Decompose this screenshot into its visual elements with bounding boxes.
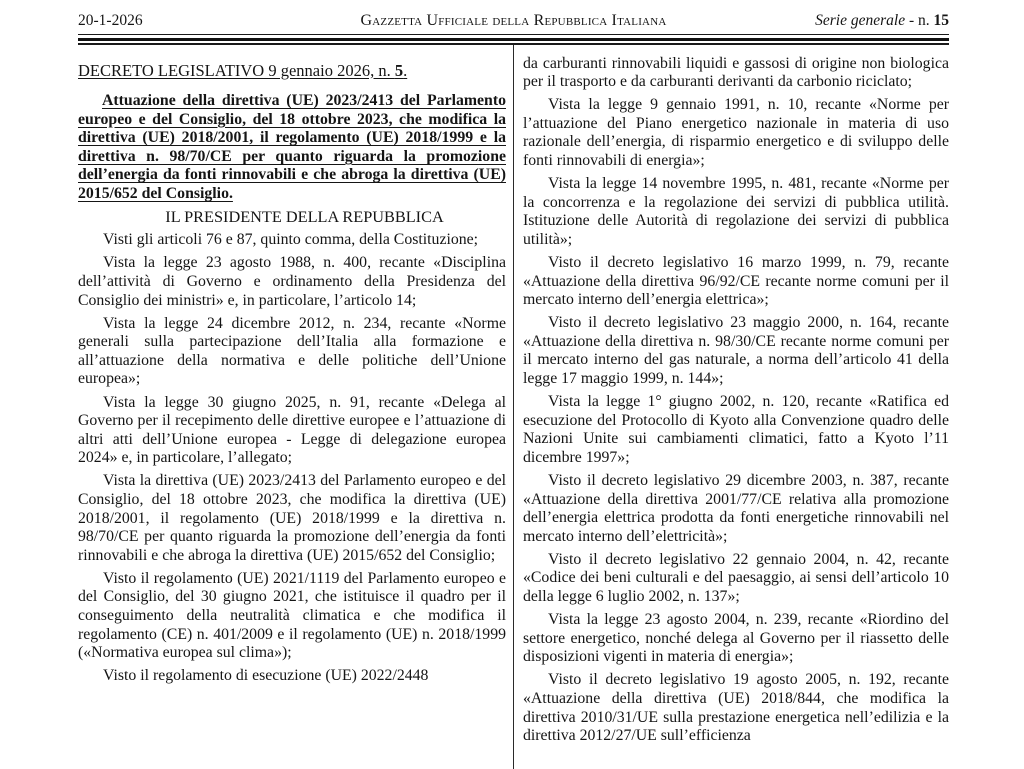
page-header (78, 12, 949, 30)
paragraph-regolamento-2022-2448-cut: Visto il regolamento di esecuzione (UE) 2022/2448 (103, 667, 429, 685)
paragraph-direttiva-2023-2413: Vista la direttiva (UE) 2023/2413 del Parlamento europeo e del Consiglio, del 18 ottobre 2023, che modifica la direttiva (UE) 2018/2001, il regolamento (UE) 2018/1999 e la direttiva n. 98/70/CE per quanto riguarda la promozione dell’energia da fonti rinnovabili e che abroga la direttiva (UE) 2015/652 del Consiglio; (78, 472, 506, 564)
left-column (78, 45, 514, 769)
paragraph-carburanti-continuation: da carburanti rinnovabili liquidi e gassosi di origine non biologica per il trasporto e da carburanti derivanti da carbonio riciclato; (523, 54, 949, 91)
header-rule-thick (78, 38, 949, 41)
paragraph-legge-2025-91: Vista la legge 30 giugno 2025, n. 91, recante «Delega al Governo per il recepimento delle direttive europee e l’attuazione di altri atti dell’Unione europea - Legge di delegazione europea 2024» e, in particolare, l’allegato; (78, 393, 506, 467)
paragraph-regolamento-2021-1119: Visto il regolamento (UE) 2021/1119 del Parlamento europeo e del Consiglio, del 30 giugno 2021, che istituisce il quadro per il conseguimento della neutralità climatica e che modifica il regolamento (CE) n. 401/2009 e il regolamento (UE) n. 2018/1999 («Normativa europea sul clima»); (78, 569, 506, 662)
header-date: 20-1-2026 (78, 12, 143, 29)
paragraph-legge-2002-120: Vista la legge 1° giugno 2002, n. 120, recante «Ratifica ed esecuzione del Protocollo di Kyoto alla Convenzione quadro delle Nazioni Unite sui cambiamenti climatici, fatto a Kyoto l’11 dicembre 1997»; (523, 393, 949, 466)
paragraph-visti-costituzione: Visti gli articoli 76 e 87, quinto comma, della Costituzione; (103, 231, 479, 249)
paragraph-dlgs-2005-192-cut: Visto il decreto legislativo 19 agosto 2005, n. 192, recante «Attuazione della direttiva (UE) 2018/844, che modifica la direttiva 2010/31/UE sulla prestazione energetica nell’edilizia e la direttiva 2012/27/UE sull’efficienza (523, 671, 949, 745)
masthead-title: Gazzetta Ufficiale della Repubblica Italiana (360, 12, 667, 29)
paragraph-legge-1991-10: Vista la legge 9 gennaio 1991, n. 10, recante «Norme per l’attuazione del Piano energetico nazionale in materia di uso razionale dell’energia, di risparmio energetico e di sviluppo delle fonti rinnovabili di energia»; (523, 96, 949, 169)
series-separator: - n. (905, 12, 934, 29)
paragraph-dlgs-2000-164: Visto il decreto legislativo 23 maggio 2000, n. 164, recante «Attuazione della direttiva n. 98/30/CE recante norme comuni per il mercato interno del gas naturale, a norma dell’articolo 41 della legge 17 maggio 1999, n. 144»; (523, 314, 949, 387)
paragraph-dlgs-2003-387: Visto il decreto legislativo 29 dicembre 2003, n. 387, recante «Attuazione della direttiva 2001/77/CE relativa alla promozione dell’energia elettrica prodotta da fonti energetiche rinnovabili nel mercato interno dell’elettricità»; (523, 471, 949, 545)
decree-heading (78, 62, 506, 81)
decree-heading-suffix: . (403, 60, 408, 80)
series-number: 15 (933, 12, 950, 29)
paragraph-legge-1988-400: Vista la legge 23 agosto 1988, n. 400, recante «Disciplina dell’attività di Governo e ordinamento della Presidenza del Consiglio dei ministri» e, in particolare, l’articolo 14; (78, 254, 506, 309)
series-info (666, 12, 949, 30)
right-column (514, 45, 949, 769)
paragraph-dlgs-1999-79: Visto il decreto legislativo 16 marzo 1999, n. 79, recante «Attuazione della direttiva 96/92/CE recante norme comuni per il mercato interno dell’energia elettrica»; (523, 253, 949, 309)
series-name: Serie generale (815, 12, 906, 29)
decree-heading-label: DECRETO LEGISLATIVO 9 gennaio 2026, n. (78, 60, 395, 80)
decree-abstract: Attuazione della direttiva (UE) 2023/2413 del Parlamento europeo e del Consiglio, del 18 ottobre 2023, che modifica la direttiva (UE) 2018/2001, il regolamento (UE) 2018/1999 e la direttiva n. 98/70/CE per quanto riguarda la promozione dell’energia da fonti rinnovabili e che abroga la direttiva (UE) 2015/652 del Consiglio. (78, 92, 506, 203)
two-column-body (78, 45, 949, 769)
paragraph-dlgs-2004-42: Visto il decreto legislativo 22 gennaio 2004, n. 42, recante «Codice dei beni culturali e del paesaggio, ai sensi dell’articolo 10 della legge 6 luglio 2002, n. 137»; (523, 550, 949, 606)
paragraph-legge-2004-239: Vista la legge 23 agosto 2004, n. 239, recante «Riordino del settore energetico, nonché delega al Governo per il riassetto delle disposizioni vigenti in materia di energia»; (523, 611, 949, 666)
paragraph-legge-2012-234: Vista la legge 24 dicembre 2012, n. 234, recante «Norme generali sulla partecipazione dell’Italia alla formazione e all’attuazione della normativa e delle politiche dell’Unione europea»; (78, 314, 506, 388)
header-rule-thin (78, 34, 949, 35)
president-line: IL PRESIDENTE DELLA REPUBBLICA (165, 207, 444, 227)
header-rules (78, 34, 949, 45)
decree-heading-number: 5 (394, 60, 404, 80)
paragraph-legge-1995-481: Vista la legge 14 novembre 1995, n. 481, recante «Norme per la concorrenza e la regolazione dei servizi di pubblica utilità. Istituzione delle Autorità di regolazione dei servizi di pubblica utilità»; (523, 175, 949, 248)
